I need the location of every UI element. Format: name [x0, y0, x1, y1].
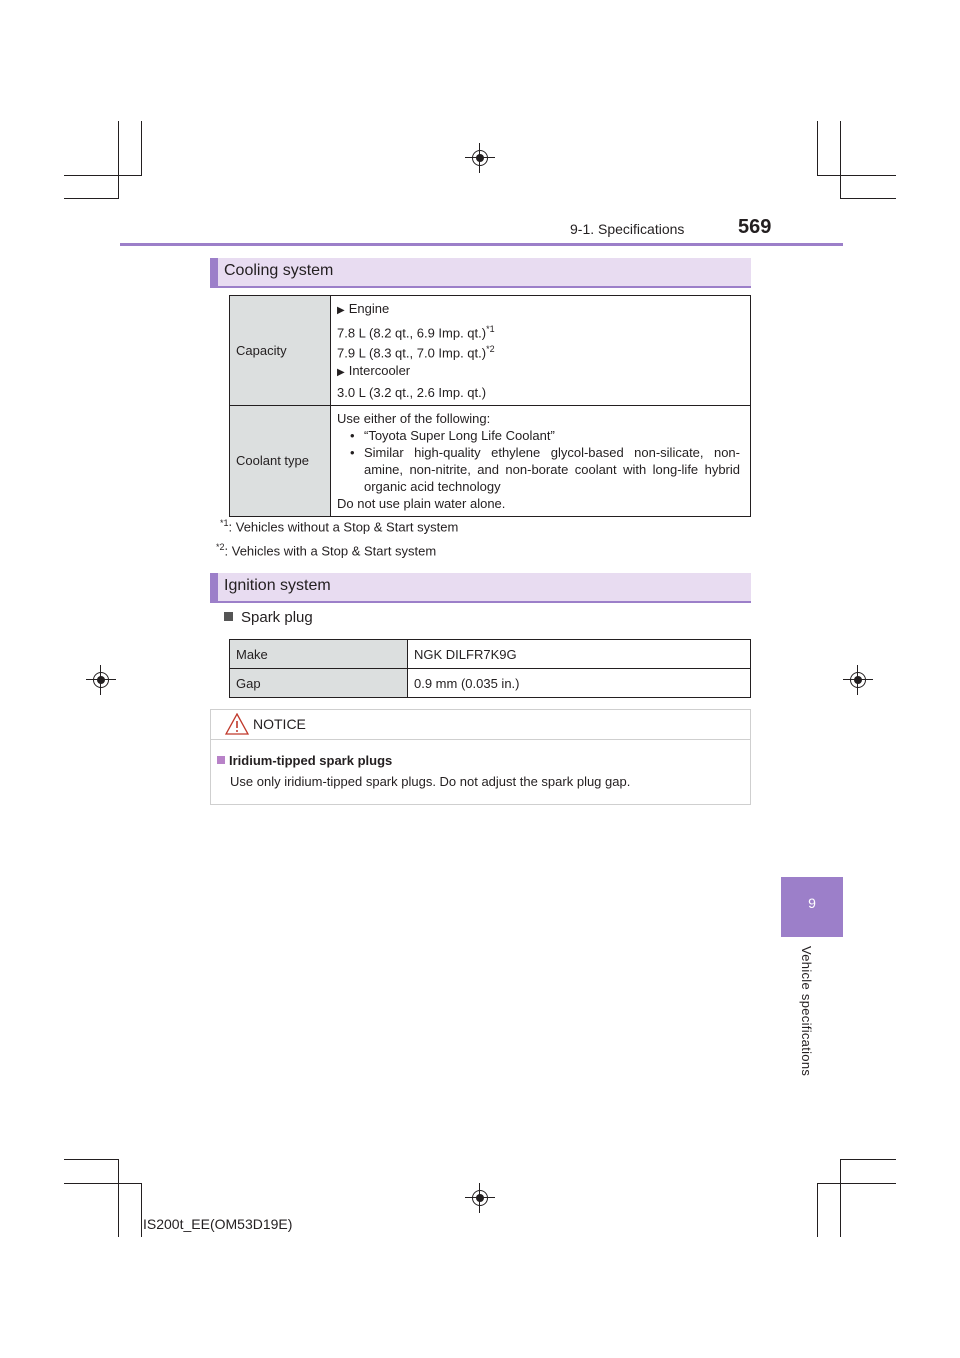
cooling-system-heading [210, 258, 751, 288]
make-label: Make [230, 640, 408, 669]
gap-value: 0.9 mm (0.035 in.) [408, 669, 751, 698]
triangle-right-icon: ▶ [337, 366, 345, 378]
document-id: IS200t_EE(OM53D19E) [143, 1216, 293, 1232]
ignition-system-title: Ignition system [224, 577, 331, 594]
triangle-right-icon: ▶ [337, 305, 345, 316]
header-rule [120, 243, 843, 246]
coolant-outro: Do not use plain water alone. [337, 495, 506, 511]
table-row [230, 405, 751, 516]
coolant-type-label: Coolant type [230, 405, 331, 516]
footnote-2 [216, 542, 436, 558]
footnote-mark: *1 [220, 518, 229, 528]
spark-plug-subheading: Spark plug [224, 609, 313, 626]
notice-body: Use only iridium-tipped spark plugs. Do not adjust the spark plug gap. [230, 774, 631, 789]
registration-mark-icon [86, 665, 116, 695]
table-row [230, 640, 751, 669]
footnote-ref: *1 [486, 324, 495, 334]
footnote-ref: *2 [486, 344, 495, 355]
list-item: • Similar high-quality ethylene glycol-based non-silicate, non-amine, non-nitrite, and non-borate coolant with long-life hybrid organic acid technology [337, 444, 740, 495]
notice-label: NOTICE [253, 716, 306, 732]
footnote-1 [220, 518, 458, 534]
footnote-mark: *2 [216, 542, 225, 552]
square-bullet-icon [217, 756, 225, 764]
footnote-text: : Vehicles with a Stop & Start system [224, 543, 437, 559]
spark-plug-table [229, 639, 751, 698]
cooling-spec-table [229, 295, 751, 517]
cooling-system-title: Cooling system [224, 262, 334, 279]
engine-capacity-1: 7.8 L (8.2 qt., 6.9 Imp. qt.) [337, 325, 487, 341]
table-row [230, 669, 751, 698]
table-row [230, 296, 751, 406]
registration-mark-icon [465, 143, 495, 173]
coolant-type-value [331, 405, 751, 516]
ignition-system-heading [210, 573, 751, 603]
page-number: 569 [738, 216, 772, 238]
make-value: NGK DILFR7K9G [408, 640, 751, 669]
gap-label: Gap [230, 669, 408, 698]
registration-mark-icon [465, 1183, 495, 1213]
warning-icon [225, 713, 249, 735]
registration-mark-icon [843, 665, 873, 695]
intercooler-heading: Intercooler [348, 362, 411, 378]
intercooler-capacity: 3.0 L (3.2 qt., 2.6 Imp. qt.) [337, 384, 487, 400]
list-item: • “Toyota Super Long Life Coolant” [337, 427, 740, 444]
capacity-label: Capacity [230, 296, 331, 406]
chapter-label: Vehicle specifications [799, 946, 814, 1077]
section-title: 9-1. Specifications [570, 221, 685, 237]
capacity-value [331, 296, 751, 406]
coolant-intro: Use either of the following: [337, 410, 491, 426]
notice-box [210, 709, 751, 805]
chapter-tab [781, 877, 843, 937]
chapter-number: 9 [808, 895, 816, 911]
engine-heading: Engine [348, 301, 390, 316]
square-bullet-icon [224, 612, 233, 621]
footnote-text: : Vehicles without a Stop & Start system [228, 519, 459, 535]
notice-subheading: Iridium-tipped spark plugs [217, 753, 392, 768]
engine-capacity-2: 7.9 L (8.3 qt., 7.0 Imp. qt.) [337, 345, 487, 361]
